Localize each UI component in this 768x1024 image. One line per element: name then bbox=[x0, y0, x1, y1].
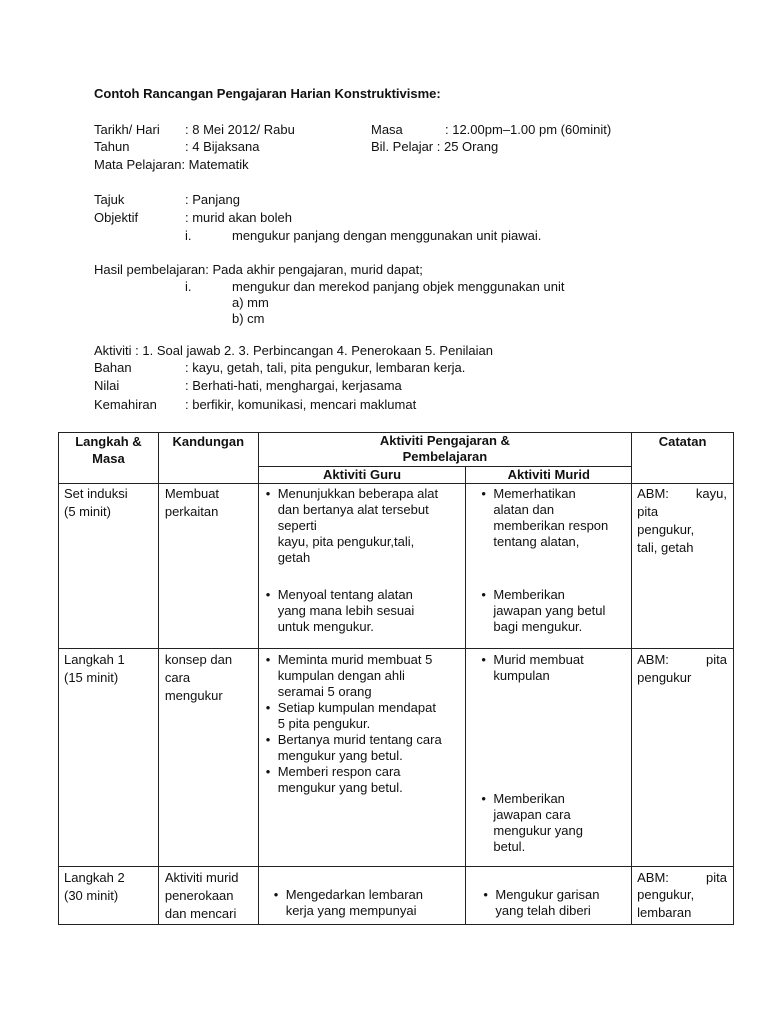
row3-kandungan-cell bbox=[158, 867, 258, 925]
hasil-pembelajaran: Hasil pembelajaran: Pada akhir pengajaran, murid dapat; bbox=[94, 262, 423, 277]
row1-guru-line: yang mana lebih sesuai bbox=[277, 603, 415, 618]
row1-guru-line: seperti bbox=[277, 518, 317, 533]
header-langkah-line1: Langkah & bbox=[75, 434, 142, 449]
header-aktiviti-line2: Pembelajaran bbox=[402, 449, 488, 464]
row1-guru-cell bbox=[258, 484, 466, 649]
row2-kandungan-line: konsep dan bbox=[164, 652, 233, 667]
row1-catatan-line: tali, getah bbox=[637, 540, 694, 555]
tarikh-value: : 8 Mei 2012/ Rabu bbox=[185, 122, 295, 137]
kemahiran-value: : berfikir, komunikasi, mencari maklumat bbox=[185, 397, 417, 412]
row2-murid-line: • Memberikan bbox=[493, 791, 565, 807]
row1-guru-line: untuk mengukur. bbox=[277, 619, 374, 634]
kemahiran-label: Kemahiran bbox=[94, 397, 157, 412]
row2-guru-line: • Meminta murid membuat 5 bbox=[278, 652, 433, 668]
row1-murid-cell bbox=[466, 484, 632, 649]
row1-murid-line: tentang alatan, bbox=[493, 534, 580, 549]
lesson-table bbox=[58, 432, 734, 925]
header-langkah-line2: Masa bbox=[92, 451, 125, 466]
page-title: Contoh Rancangan Pengajaran Harian Konstruktivisme: bbox=[94, 86, 441, 101]
row2-guru-line: 5 pita pengukur. bbox=[277, 716, 371, 731]
row1-murid-line: memberikan respon bbox=[493, 518, 609, 533]
row1-kandungan-line: Membuat bbox=[164, 486, 220, 501]
row2-kandungan-cell bbox=[158, 649, 258, 867]
row3-kandungan-line: Aktiviti murid bbox=[164, 870, 239, 885]
row3-guru-line: • Mengedarkan lembaran bbox=[286, 887, 423, 903]
row3-langkah-cell bbox=[59, 867, 159, 925]
row3-murid-line: yang telah diberi bbox=[495, 903, 591, 918]
table-row bbox=[59, 867, 734, 925]
row2-guru-line: mengukur yang betul. bbox=[277, 748, 403, 763]
objektif-item-text: mengukur panjang dengan menggunakan unit piawai. bbox=[232, 228, 542, 243]
masa-label: Masa bbox=[371, 122, 403, 137]
row3-langkah: Langkah 2 bbox=[64, 870, 125, 885]
header-kandungan-text: Kandungan bbox=[172, 434, 245, 449]
header-langkah bbox=[59, 433, 159, 484]
row2-kandungan-line: mengukur bbox=[164, 688, 223, 703]
header-aktiviti-line1: Aktiviti Pengajaran & bbox=[379, 433, 510, 448]
header-murid-text: Aktiviti Murid bbox=[507, 467, 590, 482]
row1-masa: (5 minit) bbox=[64, 504, 111, 519]
row1-catatan-abm: ABM: bbox=[637, 486, 669, 501]
row2-guru-line: • Memberi respon cara bbox=[278, 764, 401, 780]
row2-catatan-line: pita bbox=[706, 652, 727, 667]
hasil-sub-b: b) cm bbox=[232, 311, 265, 326]
header-catatan bbox=[632, 433, 734, 484]
row3-catatan-line: pengukur, bbox=[637, 887, 695, 902]
row1-murid-line: • Memerhatikan bbox=[493, 486, 575, 502]
tajuk-label: Tajuk bbox=[94, 192, 125, 207]
row1-guru-line: • Menunjukkan beberapa alat bbox=[278, 486, 438, 502]
row2-murid-line: kumpulan bbox=[493, 668, 550, 683]
bahan-label: Bahan bbox=[94, 360, 132, 375]
mata-pelajaran: Mata Pelajaran: Matematik bbox=[94, 157, 249, 172]
row1-murid-line: jawapan yang betul bbox=[493, 603, 606, 618]
row1-catatan-cell bbox=[632, 484, 734, 649]
row1-langkah: Set induksi bbox=[64, 486, 128, 501]
row3-masa: (30 minit) bbox=[64, 888, 119, 903]
row2-murid-line: betul. bbox=[493, 839, 526, 854]
row2-guru-line: • Setiap kumpulan mendapat bbox=[278, 700, 436, 716]
objektif-item-num: i. bbox=[185, 228, 192, 243]
row2-murid-line: jawapan cara bbox=[493, 807, 571, 822]
row1-guru-line: dan bertanya alat tersebut bbox=[277, 502, 429, 517]
row1-catatan-line: pita bbox=[637, 504, 659, 519]
header-aktiviti bbox=[258, 433, 631, 467]
row1-murid-line: bagi mengukur. bbox=[493, 619, 583, 634]
table-row bbox=[59, 649, 734, 867]
row2-catatan-cell bbox=[632, 649, 734, 867]
row2-murid-line: mengukur yang bbox=[493, 823, 583, 838]
masa-value: : 12.00pm–1.00 pm (60minit) bbox=[445, 122, 612, 137]
row1-kandungan-cell bbox=[158, 484, 258, 649]
row2-guru-line: • Bertanya murid tentang cara bbox=[278, 732, 442, 748]
row1-guru-line: kayu, pita pengukur,tali, bbox=[277, 534, 415, 549]
row2-murid-line: • Murid membuat bbox=[493, 652, 583, 668]
bahan-value: : kayu, getah, tali, pita pengukur, lembaran kerja. bbox=[185, 360, 466, 375]
row1-guru-line: • Menyoal tentang alatan bbox=[278, 587, 413, 603]
row3-guru-cell bbox=[258, 867, 466, 925]
header-murid bbox=[466, 467, 632, 484]
row3-catatan-abm: ABM: bbox=[637, 870, 669, 885]
tarikh-label: Tarikh/ Hari bbox=[94, 122, 160, 137]
row2-langkah-cell bbox=[59, 649, 159, 867]
row1-murid-line: • Memberikan bbox=[493, 587, 565, 603]
tahun-value: : 4 Bijaksana bbox=[185, 139, 260, 154]
nilai-label: Nilai bbox=[94, 378, 120, 393]
aktiviti-line: Aktiviti : 1. Soal jawab 2. 3. Perbincangan 4. Penerokaan 5. Penilaian bbox=[94, 343, 493, 358]
row3-catatan-line: pita bbox=[706, 870, 727, 885]
row2-langkah: Langkah 1 bbox=[64, 652, 125, 667]
objektif-value: : murid akan boleh bbox=[185, 210, 292, 225]
row3-kandungan-line: dan mencari bbox=[164, 906, 237, 921]
row3-kandungan-line: penerokaan bbox=[164, 888, 234, 903]
row1-kandungan-line: perkaitan bbox=[164, 504, 219, 519]
row3-murid-cell bbox=[466, 867, 632, 925]
objektif-label: Objektif bbox=[94, 210, 139, 225]
row2-guru-line: kumpulan dengan ahli bbox=[277, 668, 405, 683]
row1-guru-line: getah bbox=[277, 550, 311, 565]
header-guru bbox=[258, 467, 466, 484]
tahun-label: Tahun bbox=[94, 139, 130, 154]
hasil-sub-a: a) mm bbox=[232, 295, 269, 310]
row1-murid-line: alatan dan bbox=[493, 502, 555, 517]
row3-catatan-line: lembaran bbox=[637, 905, 692, 920]
row3-murid-line: • Mengukur garisan bbox=[495, 887, 599, 903]
hasil-item-text: mengukur dan merekod panjang objek menggunakan unit bbox=[232, 279, 565, 294]
table-row bbox=[59, 484, 734, 649]
row2-masa: (15 minit) bbox=[64, 670, 119, 685]
row1-langkah-cell bbox=[59, 484, 159, 649]
row2-murid-cell bbox=[466, 649, 632, 867]
header-kandungan bbox=[158, 433, 258, 484]
row1-catatan-line: kayu, bbox=[695, 486, 727, 501]
row2-guru-cell bbox=[258, 649, 466, 867]
row2-kandungan-line: cara bbox=[164, 670, 191, 685]
row2-catatan-abm: ABM: bbox=[637, 652, 669, 667]
hasil-item-num: i. bbox=[185, 279, 192, 294]
row2-catatan-line: pengukur bbox=[637, 670, 692, 685]
row3-catatan-cell bbox=[632, 867, 734, 925]
row2-guru-line: seramai 5 orang bbox=[277, 684, 372, 699]
row2-guru-line: mengukur yang betul. bbox=[277, 780, 403, 795]
header-guru-text: Aktiviti Guru bbox=[323, 467, 402, 482]
row1-catatan-line: pengukur, bbox=[637, 522, 695, 537]
bil-pelajar: Bil. Pelajar : 25 Orang bbox=[371, 139, 499, 154]
nilai-value: : Berhati-hati, menghargai, kerjasama bbox=[185, 378, 402, 393]
tajuk-value: : Panjang bbox=[185, 192, 240, 207]
row3-guru-line: kerja yang mempunyai bbox=[285, 903, 417, 918]
header-catatan-text: Catatan bbox=[658, 434, 707, 449]
